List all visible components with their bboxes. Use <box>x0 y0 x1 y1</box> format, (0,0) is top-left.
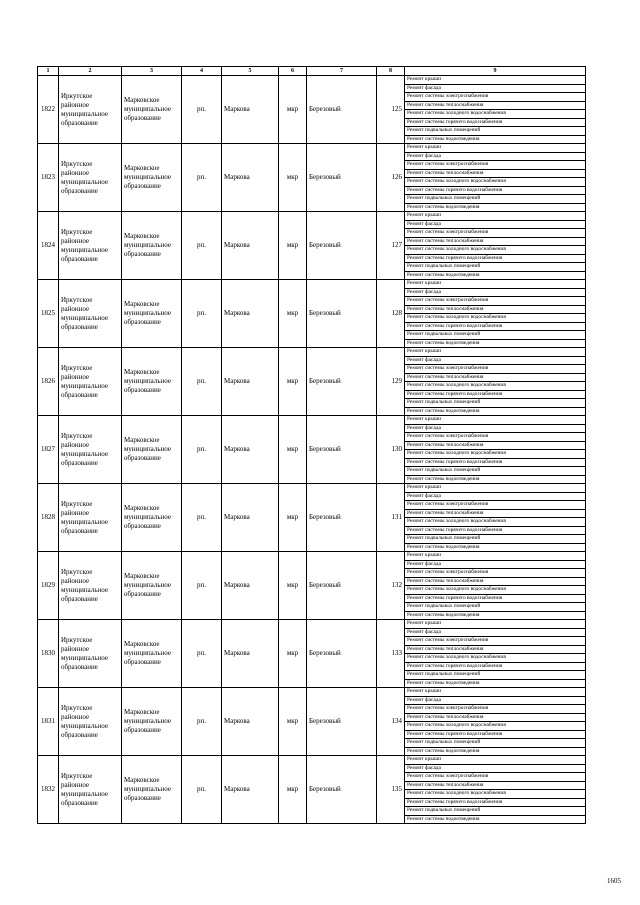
repair-type-cell: Ремонт фасада <box>405 152 586 161</box>
repair-type-cell: Ремонт системы водоотведения <box>405 135 586 144</box>
repair-type-cell: Ремонт системы электроснабжения <box>405 161 586 170</box>
repair-type-cell: Ремонт системы горячего водоснабжения <box>405 730 586 739</box>
area-type-cell: мкр <box>279 688 307 756</box>
building-number-cell: 125 <box>377 76 405 144</box>
area-cell: Березовый <box>307 484 377 552</box>
repair-type-cell: Ремонт системы теплоснабжения <box>405 305 586 314</box>
building-number-cell: 134 <box>377 688 405 756</box>
area-cell: Березовый <box>307 688 377 756</box>
area-cell: Березовый <box>307 620 377 688</box>
repair-type-cell: Ремонт фасада <box>405 424 586 433</box>
municipality-cell: Марковское муниципальное образование <box>122 688 182 756</box>
municipality-cell: Марковское муниципальное образование <box>122 552 182 620</box>
repair-type-cell: Ремонт системы электроснабжения <box>405 773 586 782</box>
repair-type-cell: Ремонт системы горячего водоснабжения <box>405 458 586 467</box>
repair-type-cell: Ремонт системы холодного водоснабжения <box>405 178 586 187</box>
repair-type-cell: Ремонт системы холодного водоснабжения <box>405 518 586 527</box>
repair-type-cell: Ремонт системы горячего водоснабжения <box>405 390 586 399</box>
repair-type-cell: Ремонт системы холодного водоснабжения <box>405 790 586 799</box>
page-number: 1605 <box>607 877 621 885</box>
repair-type-cell: Ремонт системы водоотведения <box>405 679 586 688</box>
area-cell: Березовый <box>307 552 377 620</box>
district-cell: Иркутское районное муниципальное образование <box>59 76 122 144</box>
table-row <box>38 416 586 425</box>
municipality-cell: Марковское муниципальное образование <box>122 280 182 348</box>
settlement-type-cell: рп. <box>182 212 222 280</box>
municipality-cell: Марковское муниципальное образование <box>122 620 182 688</box>
municipality-cell: Марковское муниципальное образование <box>122 416 182 484</box>
settlement-type-cell: рп. <box>182 348 222 416</box>
repair-type-cell: Ремонт системы электроснабжения <box>405 569 586 578</box>
area-cell: Березовый <box>307 416 377 484</box>
settlement-cell: Маркова <box>222 212 279 280</box>
table-row <box>38 280 586 289</box>
row-number: 1822 <box>38 76 59 144</box>
table-row <box>38 688 586 697</box>
table-body <box>38 76 586 824</box>
table-row <box>38 76 586 85</box>
repair-type-cell: Ремонт системы теплоснабжения <box>405 169 586 178</box>
repair-type-cell: Ремонт фасада <box>405 560 586 569</box>
settlement-type-cell: рп. <box>182 144 222 212</box>
repair-type-cell: Ремонт подвальных помещений <box>405 127 586 136</box>
area-type-cell: мкр <box>279 280 307 348</box>
repair-type-cell: Ремонт системы теплоснабжения <box>405 509 586 518</box>
district-cell: Иркутское районное муниципальное образование <box>59 212 122 280</box>
repair-type-cell: Ремонт подвальных помещений <box>405 739 586 748</box>
row-number: 1828 <box>38 484 59 552</box>
area-type-cell: мкр <box>279 756 307 824</box>
repair-type-cell: Ремонт системы горячего водоснабжения <box>405 118 586 127</box>
header-cell: 7 <box>307 67 377 76</box>
repair-type-cell: Ремонт крыши <box>405 212 586 221</box>
header-cell: 2 <box>59 67 122 76</box>
repair-type-cell: Ремонт фасада <box>405 356 586 365</box>
repair-type-cell: Ремонт крыши <box>405 688 586 697</box>
settlement-cell: Маркова <box>222 348 279 416</box>
repair-type-cell: Ремонт системы теплоснабжения <box>405 713 586 722</box>
repair-type-cell: Ремонт системы водоотведения <box>405 747 586 756</box>
district-cell: Иркутское районное муниципальное образование <box>59 620 122 688</box>
settlement-cell: Маркова <box>222 688 279 756</box>
repair-type-cell: Ремонт системы теплоснабжения <box>405 237 586 246</box>
repair-type-cell: Ремонт крыши <box>405 416 586 425</box>
settlement-type-cell: рп. <box>182 620 222 688</box>
repair-type-cell: Ремонт подвальных помещений <box>405 195 586 204</box>
repair-type-cell: Ремонт системы теплоснабжения <box>405 441 586 450</box>
header-cell: 9 <box>405 67 586 76</box>
repair-type-cell: Ремонт системы горячего водоснабжения <box>405 594 586 603</box>
municipality-cell: Марковское муниципальное образование <box>122 144 182 212</box>
repair-type-cell: Ремонт системы горячего водоснабжения <box>405 186 586 195</box>
repair-type-cell: Ремонт системы водоотведения <box>405 271 586 280</box>
repair-type-cell: Ремонт системы холодного водоснабжения <box>405 586 586 595</box>
repair-type-cell: Ремонт системы электроснабжения <box>405 93 586 102</box>
repair-type-cell: Ремонт системы водоотведения <box>405 611 586 620</box>
row-number: 1823 <box>38 144 59 212</box>
municipality-cell: Марковское муниципальное образование <box>122 484 182 552</box>
repair-type-cell: Ремонт системы водоотведения <box>405 407 586 416</box>
district-cell: Иркутское районное муниципальное образование <box>59 552 122 620</box>
repair-type-cell: Ремонт системы горячего водоснабжения <box>405 254 586 263</box>
table-row <box>38 212 586 221</box>
header-cell: 1 <box>38 67 59 76</box>
repair-type-cell: Ремонт фасада <box>405 220 586 229</box>
repair-type-cell: Ремонт системы электроснабжения <box>405 637 586 646</box>
row-number: 1830 <box>38 620 59 688</box>
repair-type-cell: Ремонт подвальных помещений <box>405 399 586 408</box>
repair-type-cell: Ремонт подвальных помещений <box>405 671 586 680</box>
repair-type-cell: Ремонт системы теплоснабжения <box>405 645 586 654</box>
repair-type-cell: Ремонт подвальных помещений <box>405 331 586 340</box>
building-number-cell: 126 <box>377 144 405 212</box>
row-number: 1827 <box>38 416 59 484</box>
area-cell: Березовый <box>307 144 377 212</box>
repair-type-cell: Ремонт фасада <box>405 84 586 93</box>
header-cell: 5 <box>222 67 279 76</box>
settlement-cell: Маркова <box>222 280 279 348</box>
repair-type-cell: Ремонт системы теплоснабжения <box>405 577 586 586</box>
repair-type-cell: Ремонт фасада <box>405 492 586 501</box>
table-row <box>38 620 586 629</box>
district-cell: Иркутское районное муниципальное образование <box>59 756 122 824</box>
repair-type-cell: Ремонт системы теплоснабжения <box>405 101 586 110</box>
repair-type-cell: Ремонт крыши <box>405 620 586 629</box>
repair-type-cell: Ремонт системы холодного водоснабжения <box>405 382 586 391</box>
area-type-cell: мкр <box>279 416 307 484</box>
repair-type-cell: Ремонт системы холодного водоснабжения <box>405 110 586 119</box>
repair-type-cell: Ремонт системы электроснабжения <box>405 229 586 238</box>
repair-type-cell: Ремонт подвальных помещений <box>405 263 586 272</box>
repair-type-cell: Ремонт системы водоотведения <box>405 815 586 824</box>
repair-type-cell: Ремонт системы горячего водоснабжения <box>405 322 586 331</box>
area-type-cell: мкр <box>279 552 307 620</box>
building-number-cell: 130 <box>377 416 405 484</box>
repair-type-cell: Ремонт крыши <box>405 76 586 85</box>
district-cell: Иркутское районное муниципальное образование <box>59 416 122 484</box>
repair-type-cell: Ремонт системы электроснабжения <box>405 705 586 714</box>
building-number-cell: 131 <box>377 484 405 552</box>
repair-type-cell: Ремонт крыши <box>405 280 586 289</box>
settlement-type-cell: рп. <box>182 756 222 824</box>
header-cell: 4 <box>182 67 222 76</box>
area-cell: Березовый <box>307 348 377 416</box>
settlement-cell: Маркова <box>222 76 279 144</box>
district-cell: Иркутское районное муниципальное образование <box>59 144 122 212</box>
building-number-cell: 127 <box>377 212 405 280</box>
settlement-cell: Маркова <box>222 416 279 484</box>
municipality-cell: Марковское муниципальное образование <box>122 348 182 416</box>
repair-type-cell: Ремонт подвальных помещений <box>405 467 586 476</box>
repair-type-cell: Ремонт подвальных помещений <box>405 535 586 544</box>
header-cell: 3 <box>122 67 182 76</box>
district-cell: Иркутское районное муниципальное образование <box>59 280 122 348</box>
repair-type-cell: Ремонт системы электроснабжения <box>405 297 586 306</box>
header-cell: 6 <box>279 67 307 76</box>
settlement-cell: Маркова <box>222 620 279 688</box>
area-cell: Березовый <box>307 756 377 824</box>
repair-type-cell: Ремонт крыши <box>405 756 586 765</box>
district-cell: Иркутское районное муниципальное образование <box>59 688 122 756</box>
repair-type-cell: Ремонт подвальных помещений <box>405 603 586 612</box>
repair-type-cell: Ремонт системы теплоснабжения <box>405 781 586 790</box>
district-cell: Иркутское районное муниципальное образование <box>59 348 122 416</box>
area-type-cell: мкр <box>279 484 307 552</box>
repair-type-cell: Ремонт крыши <box>405 484 586 493</box>
repair-type-cell: Ремонт фасада <box>405 696 586 705</box>
repair-type-cell: Ремонт системы электроснабжения <box>405 433 586 442</box>
table-row <box>38 552 586 561</box>
repair-type-cell: Ремонт системы горячего водоснабжения <box>405 798 586 807</box>
table-row <box>38 756 586 765</box>
row-number: 1824 <box>38 212 59 280</box>
header-row <box>38 67 586 76</box>
area-cell: Березовый <box>307 280 377 348</box>
repair-type-cell: Ремонт системы водоотведения <box>405 543 586 552</box>
repair-type-cell: Ремонт крыши <box>405 552 586 561</box>
row-number: 1831 <box>38 688 59 756</box>
row-number: 1826 <box>38 348 59 416</box>
repair-type-cell: Ремонт крыши <box>405 348 586 357</box>
repair-type-cell: Ремонт системы водоотведения <box>405 339 586 348</box>
repair-type-cell: Ремонт системы электроснабжения <box>405 501 586 510</box>
repair-type-cell: Ремонт системы холодного водоснабжения <box>405 722 586 731</box>
building-number-cell: 135 <box>377 756 405 824</box>
district-cell: Иркутское районное муниципальное образование <box>59 484 122 552</box>
municipality-cell: Марковское муниципальное образование <box>122 76 182 144</box>
header-cell: 8 <box>377 67 405 76</box>
row-number: 1832 <box>38 756 59 824</box>
settlement-cell: Маркова <box>222 552 279 620</box>
settlement-type-cell: рп. <box>182 280 222 348</box>
building-number-cell: 132 <box>377 552 405 620</box>
repair-type-cell: Ремонт подвальных помещений <box>405 807 586 816</box>
repair-type-cell: Ремонт системы холодного водоснабжения <box>405 314 586 323</box>
repair-type-cell: Ремонт системы горячего водоснабжения <box>405 526 586 535</box>
settlement-type-cell: рп. <box>182 76 222 144</box>
settlement-cell: Маркова <box>222 144 279 212</box>
table-row <box>38 484 586 493</box>
settlement-type-cell: рп. <box>182 416 222 484</box>
row-number: 1825 <box>38 280 59 348</box>
repair-type-cell: Ремонт системы холодного водоснабжения <box>405 246 586 255</box>
row-number: 1829 <box>38 552 59 620</box>
repair-type-cell: Ремонт системы водоотведения <box>405 203 586 212</box>
municipality-cell: Марковское муниципальное образование <box>122 212 182 280</box>
repair-table <box>37 66 586 824</box>
area-type-cell: мкр <box>279 144 307 212</box>
area-type-cell: мкр <box>279 212 307 280</box>
settlement-type-cell: рп. <box>182 552 222 620</box>
area-cell: Березовый <box>307 76 377 144</box>
repair-type-cell: Ремонт фасада <box>405 628 586 637</box>
settlement-type-cell: рп. <box>182 688 222 756</box>
settlement-cell: Маркова <box>222 756 279 824</box>
repair-type-cell: Ремонт крыши <box>405 144 586 153</box>
building-number-cell: 129 <box>377 348 405 416</box>
area-type-cell: мкр <box>279 620 307 688</box>
repair-type-cell: Ремонт фасада <box>405 764 586 773</box>
repair-type-cell: Ремонт фасада <box>405 288 586 297</box>
building-number-cell: 128 <box>377 280 405 348</box>
repair-type-cell: Ремонт системы холодного водоснабжения <box>405 654 586 663</box>
settlement-type-cell: рп. <box>182 484 222 552</box>
repair-type-cell: Ремонт системы электроснабжения <box>405 365 586 374</box>
table-row <box>38 144 586 153</box>
settlement-cell: Маркова <box>222 484 279 552</box>
table-header <box>38 67 586 76</box>
municipality-cell: Марковское муниципальное образование <box>122 756 182 824</box>
repair-type-cell: Ремонт системы горячего водоснабжения <box>405 662 586 671</box>
repair-type-cell: Ремонт системы теплоснабжения <box>405 373 586 382</box>
repair-type-cell: Ремонт системы водоотведения <box>405 475 586 484</box>
table-row <box>38 348 586 357</box>
area-type-cell: мкр <box>279 348 307 416</box>
area-cell: Березовый <box>307 212 377 280</box>
building-number-cell: 133 <box>377 620 405 688</box>
area-type-cell: мкр <box>279 76 307 144</box>
repair-type-cell: Ремонт системы холодного водоснабжения <box>405 450 586 459</box>
